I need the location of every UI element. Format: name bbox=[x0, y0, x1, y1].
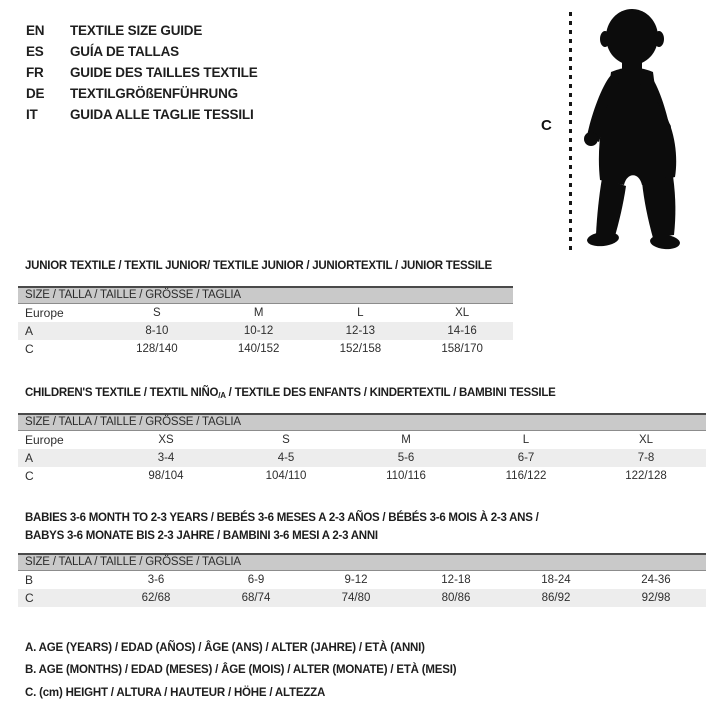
size-header-bar: SIZE / TALLA / TAILLE / GRÖSSE / TAGLIA bbox=[18, 413, 706, 431]
children-title-subscript: /A bbox=[218, 391, 226, 400]
language-row bbox=[26, 41, 258, 62]
size-cell: XL bbox=[638, 434, 654, 446]
row-label: C bbox=[25, 469, 34, 483]
size-cell: 5-6 bbox=[397, 452, 415, 464]
language-row bbox=[26, 20, 258, 41]
junior-section-title: JUNIOR TEXTILE / TEXTIL JUNIOR/ TEXTILE JUNIOR / JUNIORTEXTIL / JUNIOR TESSILE bbox=[25, 260, 492, 272]
size-cell: 18-24 bbox=[541, 574, 571, 586]
size-cell: M bbox=[401, 434, 411, 446]
babies-size-table bbox=[18, 553, 706, 607]
row-label: A bbox=[25, 451, 34, 465]
children-size-table bbox=[18, 413, 706, 485]
size-cell: 68/74 bbox=[241, 592, 271, 604]
size-cell: 12-18 bbox=[441, 574, 471, 586]
size-cell: 116/122 bbox=[505, 470, 547, 482]
table-row-height bbox=[18, 467, 706, 485]
language-row bbox=[26, 104, 258, 125]
size-cell: 140/152 bbox=[237, 343, 280, 355]
size-header-bar: SIZE / TALLA / TAILLE / GRÖSSE / TAGLIA bbox=[18, 286, 513, 304]
size-cell: XS bbox=[158, 434, 174, 446]
size-cell: 14-16 bbox=[447, 325, 477, 337]
language-code: ES bbox=[26, 44, 44, 59]
size-cell: 128/140 bbox=[136, 343, 178, 355]
size-cell: 24-36 bbox=[641, 574, 671, 586]
size-cell: 10-12 bbox=[243, 325, 274, 337]
row-label: B bbox=[25, 573, 34, 587]
junior-size-table bbox=[18, 286, 513, 358]
table-row-height bbox=[18, 589, 706, 607]
language-code: FR bbox=[26, 65, 44, 80]
guide-title: GUIDA ALLE TAGLIE TESSILI bbox=[70, 107, 254, 122]
children-section-title bbox=[25, 384, 556, 405]
guide-title: GUÍA DE TALLAS bbox=[70, 44, 179, 59]
size-cell: 6-9 bbox=[247, 574, 265, 586]
size-cell: 152/158 bbox=[339, 343, 382, 355]
table-row-age bbox=[18, 449, 706, 467]
size-cell: XL bbox=[455, 307, 470, 319]
size-cell: S bbox=[282, 434, 290, 446]
size-cell: 62/68 bbox=[141, 592, 171, 604]
size-cell: 6-7 bbox=[517, 452, 535, 464]
size-cell: 104/110 bbox=[265, 470, 307, 482]
size-cell: 12-13 bbox=[345, 325, 376, 337]
size-cell: 122/128 bbox=[625, 470, 667, 482]
language-code: EN bbox=[26, 23, 45, 38]
size-cell: 8-10 bbox=[145, 325, 169, 337]
size-cell: 4-5 bbox=[277, 452, 295, 464]
row-label: C bbox=[25, 342, 34, 356]
size-cell: 92/98 bbox=[641, 592, 671, 604]
guide-title: GUIDE DES TAILLES TEXTILE bbox=[70, 65, 258, 80]
size-cell: 158/170 bbox=[441, 343, 483, 355]
size-header-bar: SIZE / TALLA / TAILLE / GRÖSSE / TAGLIA bbox=[18, 553, 706, 571]
height-dotted-line-icon bbox=[569, 12, 572, 250]
size-cell: 80/86 bbox=[441, 592, 471, 604]
language-row bbox=[26, 83, 258, 104]
size-cell: 9-12 bbox=[344, 574, 368, 586]
row-label: Europe bbox=[25, 306, 64, 320]
table-row-age bbox=[18, 322, 513, 340]
size-cell: 110/116 bbox=[386, 470, 426, 482]
size-cell: 98/104 bbox=[148, 470, 184, 482]
children-title-text: CHILDREN'S TEXTILE / TEXTIL NIÑO bbox=[25, 387, 219, 399]
guide-title: TEXTILE SIZE GUIDE bbox=[70, 23, 203, 38]
row-label: Europe bbox=[25, 433, 64, 447]
footnote-legend bbox=[25, 637, 456, 704]
language-code: IT bbox=[26, 107, 38, 122]
size-cell: L bbox=[357, 307, 364, 319]
size-cell: 86/92 bbox=[541, 592, 571, 604]
language-row bbox=[26, 62, 258, 83]
row-label: C bbox=[25, 591, 34, 605]
table-row-europe bbox=[18, 431, 706, 449]
table-row-age-months bbox=[18, 571, 706, 589]
language-code: DE bbox=[26, 86, 45, 101]
size-cell: M bbox=[253, 307, 264, 319]
size-cell: 74/80 bbox=[341, 592, 371, 604]
babies-title-line1: BABIES 3-6 MONTH TO 2-3 YEARS / BEBÉS 3-6 MESES A 2-3 AÑOS / BÉBÉS 3-6 MOIS À 2-3 ANS / bbox=[25, 512, 539, 524]
size-cell: 3-4 bbox=[157, 452, 175, 464]
footnote-b: B. AGE (MONTHS) / EDAD (MESES) / ÂGE (MOIS) / ALTER (MONATE) / ETÀ (MESI) bbox=[25, 664, 457, 677]
size-cell: 3-6 bbox=[147, 574, 165, 586]
table-row-europe bbox=[18, 304, 513, 322]
footnote-c: C. (cm) HEIGHT / ALTURA / HAUTEUR / HÖHE / ALTEZZA bbox=[25, 686, 326, 699]
row-label: A bbox=[25, 324, 34, 338]
guide-title: TEXTILGRÖßENFÜHRUNG bbox=[70, 86, 238, 101]
size-cell: S bbox=[153, 307, 161, 319]
babies-section-title bbox=[25, 509, 539, 545]
language-title-list bbox=[26, 20, 258, 125]
footnote-a: A. AGE (YEARS) / EDAD (AÑOS) / ÂGE (ANS) / ALTER (JAHRE) / ETÀ (ANNI) bbox=[25, 642, 425, 654]
size-cell: 7-8 bbox=[637, 452, 655, 464]
babies-title-line2: BABYS 3-6 MONATE BIS 2-3 JAHRE / BAMBINI 3-6 MESI A 2-3 ANNI bbox=[25, 530, 378, 542]
size-cell: L bbox=[522, 434, 530, 446]
height-measure-label: C bbox=[541, 117, 552, 134]
children-title-text: / TEXTILE DES ENFANTS / KINDERTEXTIL / BAMBINI TESSILE bbox=[225, 387, 556, 399]
table-row-height bbox=[18, 340, 513, 358]
toddler-silhouette-icon bbox=[581, 6, 691, 253]
